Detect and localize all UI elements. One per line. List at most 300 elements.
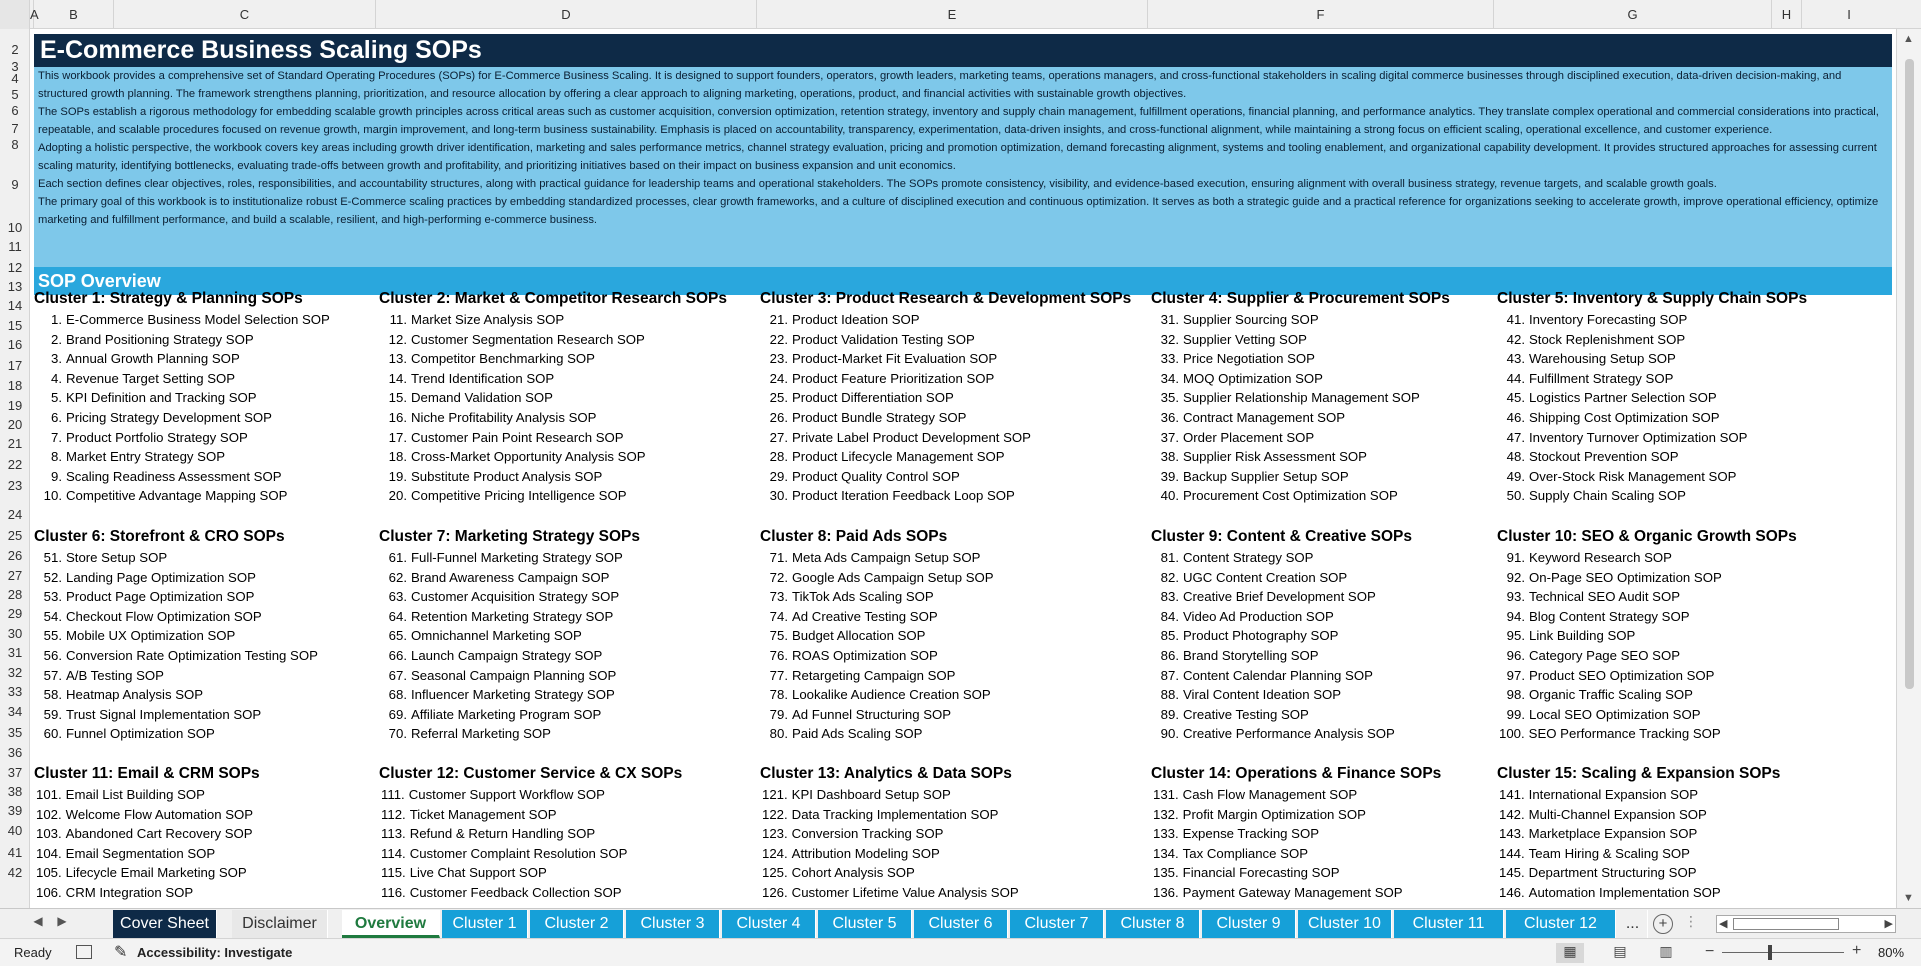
sop-name: Inventory Turnover Optimization SOP	[1529, 429, 1748, 445]
row-header[interactable]: 9	[11, 177, 19, 192]
sop-list-item[interactable]	[1151, 568, 1412, 588]
sop-list-item[interactable]	[34, 486, 330, 506]
normal-view-icon[interactable]: ▦	[1556, 943, 1584, 963]
row-header[interactable]: 38	[7, 784, 23, 799]
sop-list-item[interactable]	[1497, 548, 1797, 568]
row-header[interactable]: 37	[7, 765, 23, 780]
sop-list-item[interactable]	[760, 824, 1019, 844]
sop-name: Brand Awareness Campaign SOP	[411, 569, 610, 585]
sop-list-item[interactable]	[760, 666, 994, 686]
sop-number: 114.	[381, 845, 406, 861]
col-header-a[interactable]: A	[30, 0, 34, 29]
sop-list-item[interactable]	[379, 587, 640, 607]
zoom-out-icon[interactable]: −	[1705, 943, 1715, 960]
tab-cluster-10[interactable]: Cluster 10	[1298, 910, 1392, 938]
sop-list-item[interactable]	[1151, 428, 1450, 448]
sop-list-item[interactable]	[1151, 785, 1441, 805]
row-header[interactable]: 28	[7, 587, 23, 602]
sop-list-item[interactable]	[1151, 705, 1412, 725]
sop-number: 23.	[769, 351, 788, 367]
tab-cluster-7[interactable]: Cluster 7	[1010, 910, 1104, 938]
sop-list-item[interactable]	[760, 646, 994, 666]
cluster-title: Cluster 5: Inventory & Supply Chain SOPs	[1497, 290, 1808, 307]
tab-cluster-1[interactable]: Cluster 1	[442, 910, 528, 938]
sop-list-item[interactable]	[34, 666, 318, 686]
sop-list-item[interactable]	[1151, 447, 1450, 467]
scroll-right-icon[interactable]: ▶	[1884, 918, 1893, 930]
col-header-h[interactable]: H	[1772, 0, 1802, 29]
row-header[interactable]: 12	[7, 260, 23, 275]
sop-name: Trust Signal Implementation SOP	[66, 706, 262, 722]
row-header[interactable]: 21	[7, 436, 23, 451]
sop-list-item[interactable]	[1151, 626, 1412, 646]
sop-list-item[interactable]	[1151, 646, 1412, 666]
sop-list-item[interactable]	[760, 844, 1019, 864]
sop-list-item[interactable]	[1497, 626, 1797, 646]
sop-list-item[interactable]	[379, 883, 682, 903]
sop-name: Heatmap Analysis SOP	[66, 687, 204, 703]
sop-list-item[interactable]	[760, 467, 1131, 487]
cluster-title: Cluster 9: Content & Creative SOPs	[1151, 528, 1412, 545]
row-header[interactable]: 4	[11, 71, 19, 86]
tab-cluster-2[interactable]: Cluster 2	[530, 910, 624, 938]
zoom-level[interactable]: 80%	[1878, 945, 1905, 960]
tab-scroll-right-icon[interactable]: ▶	[57, 914, 67, 928]
sop-list-item[interactable]	[34, 408, 330, 428]
cluster-block	[379, 526, 640, 744]
sop-list-item[interactable]	[1151, 369, 1450, 389]
row-header[interactable]: 16	[7, 337, 23, 352]
sop-list-item[interactable]	[34, 607, 318, 627]
tab-cluster-5[interactable]: Cluster 5	[818, 910, 912, 938]
sop-list-item[interactable]	[760, 607, 994, 627]
cluster-title: Cluster 4: Supplier & Procurement SOPs	[1151, 290, 1450, 307]
row-header[interactable]: 19	[7, 398, 23, 413]
zoom-slider-thumb[interactable]	[1768, 945, 1772, 960]
sop-list-item[interactable]	[1151, 310, 1450, 330]
sop-list-item[interactable]	[34, 724, 318, 744]
sop-list-item[interactable]	[760, 428, 1131, 448]
sop-number: 98.	[1506, 687, 1525, 703]
sop-list-item[interactable]	[760, 568, 994, 588]
sop-list-item[interactable]	[34, 388, 330, 408]
sop-list-item[interactable]	[34, 626, 318, 646]
sop-list-item[interactable]	[1497, 447, 1807, 467]
sop-list-item[interactable]	[34, 805, 260, 825]
sop-number: 100.	[1499, 726, 1525, 742]
sop-name: Launch Campaign Strategy SOP	[411, 647, 603, 663]
sop-list-item[interactable]	[1151, 587, 1412, 607]
sop-list-item[interactable]	[760, 447, 1131, 467]
row-header[interactable]: 35	[7, 725, 23, 740]
sop-list-item[interactable]	[1151, 486, 1450, 506]
sop-list-item[interactable]	[379, 486, 727, 506]
sop-list-item[interactable]	[1151, 863, 1441, 883]
sop-list-item[interactable]	[34, 548, 318, 568]
sop-list-item[interactable]	[34, 883, 260, 903]
sop-list-item[interactable]	[34, 310, 330, 330]
sop-list-item[interactable]	[379, 388, 727, 408]
sop-list-item[interactable]	[1151, 824, 1441, 844]
row-header[interactable]: 8	[11, 137, 19, 152]
sop-number: 25.	[769, 390, 788, 406]
sop-number: 69.	[388, 706, 407, 722]
sop-number: 49.	[1506, 468, 1525, 484]
sop-list-item[interactable]	[379, 568, 640, 588]
sop-list-item[interactable]	[760, 310, 1131, 330]
row-header[interactable]: 22	[7, 457, 23, 472]
sop-list-item[interactable]	[1497, 607, 1797, 627]
sop-number: 62.	[388, 569, 407, 585]
sop-number: 125.	[762, 865, 788, 881]
sop-list-item[interactable]	[379, 805, 682, 825]
status-bar	[0, 938, 1921, 966]
sop-number: 61.	[388, 550, 407, 565]
sop-number: 135.	[1153, 865, 1179, 881]
row-header[interactable]: 33	[7, 684, 23, 699]
sop-list-item[interactable]	[34, 685, 318, 705]
sop-list-item[interactable]	[1151, 330, 1450, 350]
sop-name: Multi-Channel Expansion SOP	[1528, 806, 1707, 822]
sop-list-item[interactable]	[34, 863, 260, 883]
sop-number: 22.	[769, 331, 788, 347]
sop-list-item[interactable]	[379, 626, 640, 646]
sop-list-item[interactable]	[34, 587, 318, 607]
sop-number: 112.	[381, 806, 406, 822]
sop-list-item[interactable]	[1151, 883, 1441, 903]
col-header-b[interactable]: B	[34, 0, 114, 29]
sop-list-item[interactable]	[760, 626, 994, 646]
sop-name: Customer Feedback Collection SOP	[409, 884, 622, 900]
row-header[interactable]: 40	[7, 823, 23, 838]
tab-cluster-4[interactable]: Cluster 4	[722, 910, 816, 938]
col-header-c[interactable]: C	[114, 0, 376, 29]
sop-name: Trend Identification SOP	[411, 370, 555, 386]
sop-name: Stockout Prevention SOP	[1529, 449, 1679, 465]
sop-list-item[interactable]	[379, 607, 640, 627]
tab-cover-sheet[interactable]: Cover Sheet	[113, 910, 217, 938]
row-header[interactable]: 23	[7, 478, 23, 493]
more-tabs-button[interactable]: ...	[1618, 910, 1648, 938]
tab-cluster-12[interactable]: Cluster 12	[1506, 910, 1616, 938]
sop-list-item[interactable]	[34, 785, 260, 805]
sop-list-item[interactable]	[379, 844, 682, 864]
sop-list-item[interactable]	[34, 330, 330, 350]
sop-list-item[interactable]	[760, 785, 1019, 805]
row-header[interactable]: 42	[7, 865, 23, 880]
sop-list-item[interactable]	[1151, 349, 1450, 369]
sop-list-item[interactable]	[1497, 666, 1797, 686]
row-header[interactable]: 20	[7, 417, 23, 432]
sop-list-item[interactable]	[379, 330, 727, 350]
tab-cluster-3[interactable]: Cluster 3	[626, 910, 720, 938]
sop-list-item[interactable]	[1497, 369, 1807, 389]
sop-list-item[interactable]	[34, 824, 260, 844]
sop-number: 36.	[1160, 409, 1179, 425]
sop-list-item[interactable]	[34, 369, 330, 389]
cluster-block	[34, 526, 318, 744]
sop-list-item[interactable]	[379, 863, 682, 883]
sop-list-item[interactable]	[379, 785, 682, 805]
row-header[interactable]: 11	[8, 239, 22, 254]
sop-list-item[interactable]	[379, 666, 640, 686]
sop-list-item[interactable]	[1497, 467, 1807, 487]
sop-name: Supplier Risk Assessment SOP	[1183, 449, 1367, 465]
sop-list-item[interactable]	[760, 486, 1131, 506]
sop-name: SEO Performance Tracking SOP	[1528, 726, 1721, 742]
zoom-in-icon[interactable]: +	[1852, 942, 1862, 959]
sop-list-item[interactable]	[379, 447, 727, 467]
tab-cluster-8[interactable]: Cluster 8	[1106, 910, 1200, 938]
sop-number: 53.	[43, 589, 62, 605]
sop-list-item[interactable]	[1497, 568, 1797, 588]
tab-cluster-11[interactable]: Cluster 11	[1394, 910, 1504, 938]
sop-list-item[interactable]	[379, 705, 640, 725]
sop-list-item[interactable]	[1497, 310, 1807, 330]
sop-list-item[interactable]	[379, 724, 640, 744]
sop-list-item[interactable]	[760, 883, 1019, 903]
tab-cluster-9[interactable]: Cluster 9	[1202, 910, 1296, 938]
sop-list-item[interactable]	[1497, 785, 1780, 805]
sop-number: 20.	[388, 488, 407, 504]
sop-number: 115.	[381, 865, 406, 881]
page-layout-view-icon[interactable]: ▤	[1613, 943, 1627, 959]
sop-list-item[interactable]	[379, 428, 727, 448]
sop-name: Marketplace Expansion SOP	[1528, 826, 1698, 842]
sop-list-item[interactable]	[34, 646, 318, 666]
sop-number: 97.	[1506, 667, 1525, 683]
sop-list-item[interactable]	[1151, 666, 1412, 686]
sop-name: Lookalike Audience Creation SOP	[792, 687, 991, 703]
sop-name: Order Placement SOP	[1183, 429, 1315, 445]
row-header[interactable]: 31	[7, 645, 23, 660]
sop-list-item[interactable]	[34, 467, 330, 487]
col-header-d[interactable]: D	[376, 0, 757, 29]
tab-disclaimer[interactable]: Disclaimer	[232, 910, 328, 938]
sop-list	[1151, 785, 1441, 903]
sop-list-item[interactable]	[1151, 408, 1450, 428]
sop-number: 7.	[51, 429, 62, 445]
sop-list-item[interactable]	[1497, 824, 1780, 844]
col-header-g[interactable]: G	[1494, 0, 1772, 29]
add-sheet-icon[interactable]: +	[1653, 914, 1673, 934]
zoom-slider[interactable]	[1722, 952, 1844, 953]
sop-list-item[interactable]	[34, 447, 330, 467]
sop-list-item[interactable]	[379, 646, 640, 666]
sop-list-item[interactable]	[760, 705, 994, 725]
row-header[interactable]: 39	[7, 803, 23, 818]
sop-list-item[interactable]	[760, 369, 1131, 389]
row-header[interactable]: 5	[11, 87, 19, 102]
tabs-options-icon[interactable]: ⋮	[1684, 913, 1698, 929]
sop-list-item[interactable]	[1151, 844, 1441, 864]
sop-name: KPI Dashboard Setup SOP	[791, 787, 951, 802]
sop-list-item[interactable]	[1151, 388, 1450, 408]
sop-number: 56.	[43, 647, 62, 663]
sop-list	[379, 785, 682, 903]
sop-list-item[interactable]	[760, 805, 1019, 825]
sop-name: Profit Margin Optimization SOP	[1182, 806, 1366, 822]
sop-number: 146.	[1499, 884, 1525, 900]
sop-name: Competitor Benchmarking SOP	[411, 351, 595, 367]
row-header[interactable]: 2	[11, 42, 19, 57]
sop-list-item[interactable]	[1497, 685, 1797, 705]
col-header-f[interactable]: F	[1148, 0, 1494, 29]
sop-name: Market Size Analysis SOP	[411, 312, 565, 327]
sop-number: 91.	[1506, 550, 1525, 565]
sop-list-item[interactable]	[1497, 428, 1807, 448]
sop-list-item[interactable]	[379, 369, 727, 389]
sop-list-item[interactable]	[34, 705, 318, 725]
sop-list-item[interactable]	[379, 349, 727, 369]
sop-list-item[interactable]	[1151, 805, 1441, 825]
sop-number: 34.	[1160, 370, 1179, 386]
sop-number: 102.	[36, 806, 62, 822]
sop-list-item[interactable]	[1497, 883, 1780, 903]
sop-name: Product SEO Optimization SOP	[1529, 667, 1715, 683]
cluster-block	[760, 526, 994, 744]
sop-list-item[interactable]	[379, 467, 727, 487]
row-header[interactable]: 18	[7, 378, 23, 393]
sop-number: 132.	[1153, 806, 1179, 822]
sop-list-item[interactable]	[34, 349, 330, 369]
sop-list-item[interactable]	[379, 548, 640, 568]
sop-name: Email List Building SOP	[65, 787, 205, 802]
sop-list	[1151, 548, 1412, 744]
sop-list-item[interactable]	[1151, 607, 1412, 627]
col-header-i[interactable]: I	[1847, 7, 1851, 22]
sop-list-item[interactable]	[379, 408, 727, 428]
row-header[interactable]: 30	[7, 626, 23, 641]
row-header[interactable]: 15	[7, 318, 23, 333]
row-header[interactable]: 7	[11, 121, 19, 136]
row-header[interactable]: 10	[7, 220, 23, 235]
sop-list-item[interactable]	[1497, 705, 1797, 725]
cluster-block	[760, 763, 1019, 903]
sop-list-item[interactable]	[1497, 646, 1797, 666]
sop-list-item[interactable]	[379, 685, 640, 705]
sop-list-item[interactable]	[34, 428, 330, 448]
sop-list-item[interactable]	[760, 408, 1131, 428]
sop-list-item[interactable]	[760, 330, 1131, 350]
cluster-block	[34, 288, 330, 506]
horizontal-scroll-thumb[interactable]	[1733, 918, 1839, 930]
sop-list-item[interactable]	[760, 548, 994, 568]
sop-list-item[interactable]	[760, 587, 994, 607]
sop-name: Product Page Optimization SOP	[66, 589, 255, 605]
sop-name: Supplier Vetting SOP	[1183, 331, 1307, 347]
sop-list-item[interactable]	[1151, 685, 1412, 705]
sop-list-item[interactable]	[34, 568, 318, 588]
sop-name: Contract Management SOP	[1183, 409, 1345, 425]
sop-name: KPI Definition and Tracking SOP	[66, 390, 257, 406]
sop-number: 141.	[1499, 787, 1525, 802]
scroll-up-icon[interactable]: ▲	[1903, 33, 1914, 45]
sop-list-item[interactable]	[34, 844, 260, 864]
sop-list-item[interactable]	[760, 685, 994, 705]
scroll-down-icon[interactable]: ▼	[1903, 892, 1914, 904]
sop-list-item[interactable]	[760, 388, 1131, 408]
sop-list-item[interactable]	[1497, 844, 1780, 864]
row-header[interactable]: 24	[7, 507, 23, 522]
sop-list-item[interactable]	[1497, 486, 1807, 506]
tab-scroll-left-icon[interactable]: ◀	[33, 914, 43, 928]
sop-list-item[interactable]	[1497, 587, 1797, 607]
vertical-scroll-thumb[interactable]	[1905, 59, 1914, 689]
sop-list-item[interactable]	[760, 863, 1019, 883]
sop-list-item[interactable]	[379, 310, 727, 330]
sop-name: On-Page SEO Optimization SOP	[1529, 569, 1722, 585]
vertical-scrollbar[interactable]	[1896, 29, 1921, 908]
sop-list-item[interactable]	[1151, 467, 1450, 487]
select-all-corner[interactable]	[0, 0, 30, 29]
sop-name: ROAS Optimization SOP	[792, 647, 938, 663]
sop-list-item[interactable]	[1151, 724, 1412, 744]
sop-list-item[interactable]	[760, 724, 994, 744]
sop-number: 9.	[51, 468, 62, 484]
sop-name: Retargeting Campaign SOP	[792, 667, 956, 683]
macro-recording-icon[interactable]	[76, 945, 92, 959]
accessibility-status[interactable]: Accessibility: Investigate	[137, 945, 293, 960]
row-header[interactable]: 26	[7, 548, 23, 563]
row-header[interactable]: 17	[7, 358, 23, 373]
row-header[interactable]: 3	[11, 59, 19, 74]
description-block	[34, 67, 1892, 267]
row-header[interactable]: 41	[7, 845, 23, 860]
scroll-left-icon[interactable]: ◀	[1719, 918, 1728, 930]
row-header[interactable]: 13	[7, 279, 23, 294]
cluster-block	[379, 288, 727, 506]
page-break-view-icon[interactable]: ▥	[1659, 943, 1673, 959]
sop-list-item[interactable]	[1497, 863, 1780, 883]
tab-overview[interactable]: Overview	[342, 910, 440, 938]
sop-list-item[interactable]	[1497, 805, 1780, 825]
worksheet-grid[interactable]	[30, 29, 1896, 908]
col-header-e[interactable]: E	[757, 0, 1148, 29]
sop-name: Full-Funnel Marketing Strategy SOP	[411, 550, 623, 565]
sop-list-item[interactable]	[1497, 388, 1807, 408]
sop-name: Link Building SOP	[1529, 628, 1636, 644]
horizontal-scrollbar[interactable]	[1716, 915, 1896, 933]
tab-cluster-6[interactable]: Cluster 6	[914, 910, 1008, 938]
row-header[interactable]: 36	[7, 745, 23, 760]
sop-list-item[interactable]	[1151, 548, 1412, 568]
row-header[interactable]: 34	[7, 704, 23, 719]
sop-list-item[interactable]	[1497, 330, 1807, 350]
accessibility-icon[interactable]: ✎	[114, 944, 128, 961]
row-header[interactable]: 6	[11, 103, 19, 118]
sop-number: 124.	[762, 845, 788, 861]
sop-list-item[interactable]	[1497, 408, 1807, 428]
sop-list-item[interactable]	[1497, 349, 1807, 369]
sop-list-item[interactable]	[760, 349, 1131, 369]
sop-name: Funnel Optimization SOP	[66, 726, 215, 742]
sop-list-item[interactable]	[1497, 724, 1797, 744]
sop-list	[34, 548, 318, 744]
row-header[interactable]: 29	[7, 606, 23, 621]
sop-name: Ad Creative Testing SOP	[792, 608, 938, 624]
sop-name: Product Lifecycle Management SOP	[792, 449, 1005, 465]
row-header[interactable]: 14	[7, 298, 23, 313]
sop-number: 78.	[769, 687, 788, 703]
sop-number: 59.	[43, 706, 62, 722]
sop-name: Mobile UX Optimization SOP	[66, 628, 236, 644]
row-header[interactable]: 27	[7, 568, 23, 583]
row-header[interactable]: 32	[7, 665, 23, 680]
cluster-title: Cluster 1: Strategy & Planning SOPs	[34, 290, 303, 307]
sop-list-item[interactable]	[379, 824, 682, 844]
row-header[interactable]: 25	[7, 528, 23, 543]
